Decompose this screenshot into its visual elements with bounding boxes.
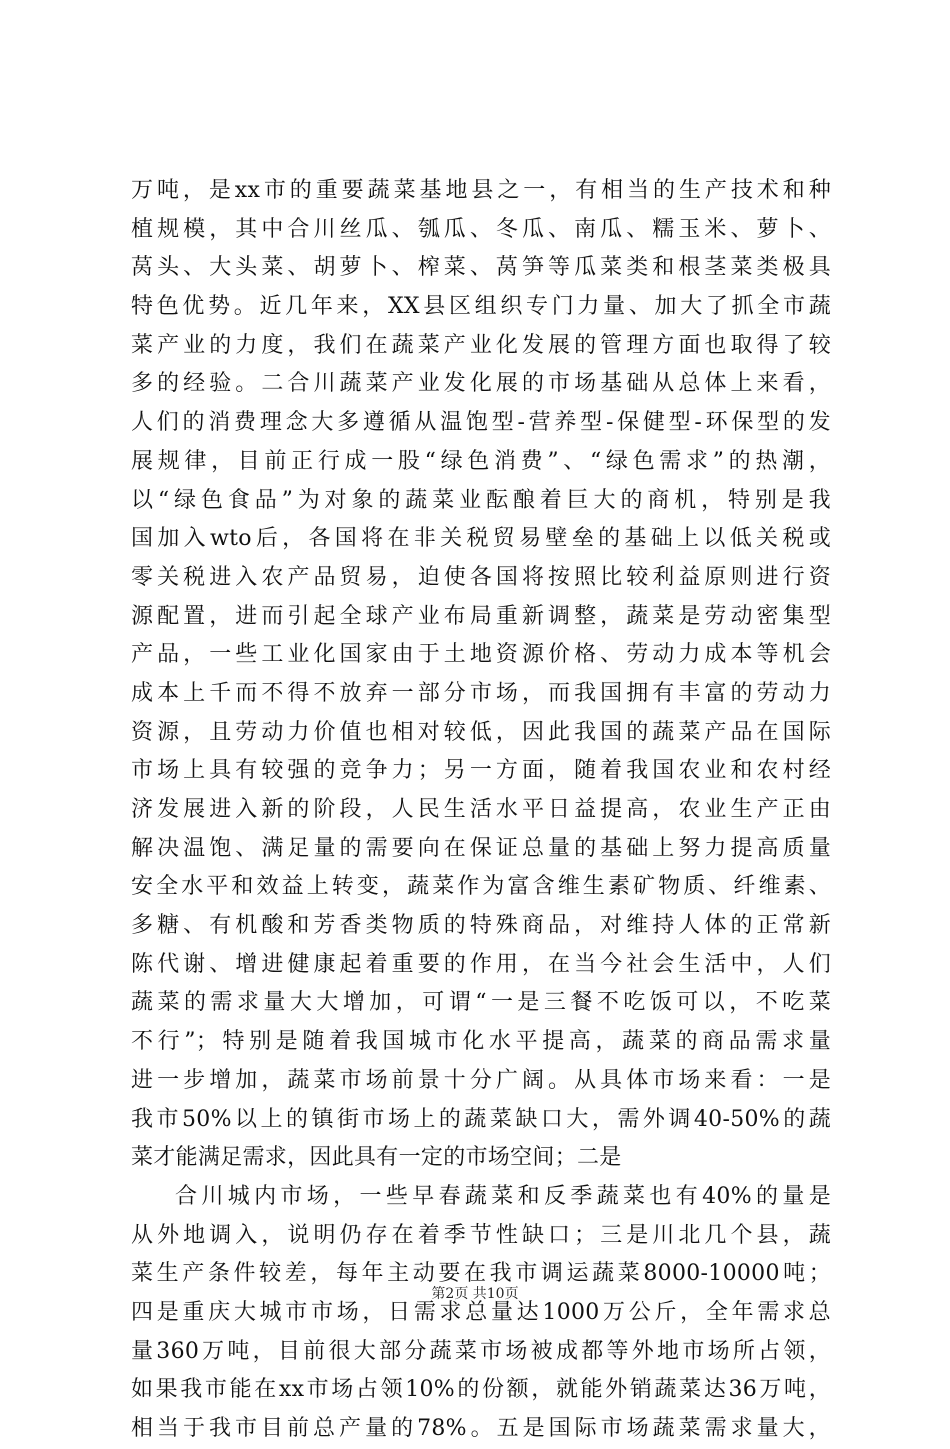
- text-line: 产品，一些工业化国家由于土地资源价格、劳动力成本等机会: [131, 642, 831, 668]
- text-line: 零关税进入农产品贸易，迫使各国将按照比较利益原则进行资: [131, 564, 831, 590]
- text-line: 人们的消费理念大多遵循从温饱型-营养型-保健型-环保型的发: [131, 410, 831, 436]
- text-line: 植规模，其中合川丝瓜、瓠瓜、冬瓜、南瓜、糯玉米、萝卜、: [131, 216, 831, 242]
- text-line: 相当于我市目前总产量的78%。五是国际市场蔬菜需求量大，: [131, 1416, 831, 1441]
- text-line: 陈代谢、增进健康起着重要的作用，在当今社会生活中，人们: [131, 951, 831, 977]
- text-line: 安全水平和效益上转变，蔬菜作为富含维生素矿物质、纤维素、: [131, 874, 831, 900]
- text-line: 量360万吨，目前很大部分蔬菜市场被成都等外地市场所占领，: [131, 1338, 831, 1364]
- text-line: 济发展进入新的阶段，人民生活水平日益提高，农业生产正由: [131, 797, 831, 822]
- text-line: 合川城内市场，一些早春蔬菜和反季蔬菜也有40%的量是: [175, 1183, 831, 1209]
- text-line: 莴头、大头菜、胡萝卜、榨菜、莴笋等瓜菜类和根茎菜类极具: [131, 255, 831, 281]
- text-line: 如果我市能在xx市场占领10%的份额，就能外销蔬菜达36万吨，: [131, 1377, 831, 1403]
- text-line: 菜生产条件较差，每年主动要在我市调运蔬菜8000-10000吨；: [131, 1261, 831, 1287]
- text-line: 展规律，目前正行成一股“绿色消费”、“绿色需求”的热潮，: [131, 448, 831, 474]
- text-line: 市场上具有较强的竞争力；另一方面，随着我国农业和农村经: [131, 758, 831, 784]
- text-line: 菜产业的力度，我们在蔬菜产业化发展的管理方面也取得了较: [131, 332, 831, 358]
- text-line: 菜才能满足需求，因此具有一定的市场空间；二是: [131, 1145, 622, 1171]
- page-footer: [0, 1283, 950, 1303]
- text-line: 资源，且劳动力价值也相对较低，因此我国的蔬菜产品在国际: [131, 719, 831, 745]
- text-line: 我市50%以上的镇街市场上的蔬菜缺口大，需外调40-50%的蔬: [131, 1106, 831, 1132]
- text-line: 成本上千而不得不放弃一部分市场，而我国拥有丰富的劳动力: [131, 680, 831, 706]
- text-line: 解决温饱、满足量的需要向在保证总量的基础上努力提高质量: [131, 835, 831, 861]
- text-line: 源配置，进而引起全球产业布局重新调整，蔬菜是劳动密集型: [131, 603, 831, 629]
- text-line: 蔬菜的需求量大大增加，可谓“一是三餐不吃饭可以，不吃菜: [131, 990, 831, 1016]
- page-number-label: 第2页 共10页: [431, 1286, 519, 1302]
- text-line: 四是重庆大城市市场，日需求总量达1000万公斤，全年需求总: [131, 1299, 831, 1325]
- text-line: 进一步增加，蔬菜市场前景十分广阔。从具体市场来看：一是: [131, 1067, 831, 1093]
- text-line: 国加入wto后，各国将在非关税贸易壁垒的基础上以低关税或: [131, 526, 831, 552]
- text-line: 多糖、有机酸和芳香类物质的特殊商品，对维持人体的正常新: [131, 913, 831, 939]
- text-line: 特色优势。近几年来，XX县区组织专门力量、加大了抓全市蔬: [131, 294, 831, 320]
- document-body: [131, 172, 831, 1449]
- text-line: 万吨，是xx市的重要蔬菜基地县之一，有相当的生产技术和种: [131, 178, 831, 203]
- text-line: 从外地调入，说明仍存在着季节性缺口；三是川北几个县，蔬: [131, 1222, 831, 1248]
- text-line: 多的经验。二合川蔬菜产业发化展的市场基础从总体上来看，: [131, 371, 831, 397]
- text-line: 不行”；特别是随着我国城市化水平提高，蔬菜的商品需求量: [131, 1029, 831, 1055]
- text-line: 以“绿色食品”为对象的蔬菜业酝酿着巨大的商机，特别是我: [131, 487, 831, 513]
